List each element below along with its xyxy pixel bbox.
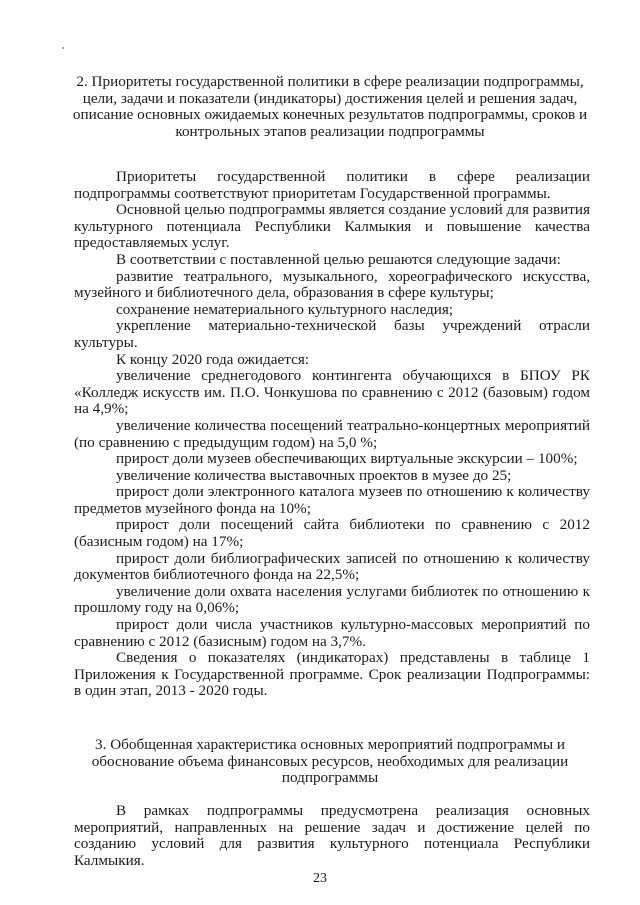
expected-result-item: прирост доли библиографических записей по отношению к количеству документов библиотечного фонда на 22,5%; [74,549,590,584]
paragraph: Сведения о показателях (индикаторах) представлены в таблице 1 Приложения к Государственной программе. Срок реализации Подпрограммы: в один этап, 2013 - 2020 годы. [74,649,590,700]
expected-result-item: прирост доли электронного каталога музеев по отношению к количеству предметов музейного фонда на 10%; [74,483,590,517]
paragraph: Основной целью подпрограммы является создание условий для развития культурного потенциала Республики Калмыкия и повышение качества предоставляемых услуг. [74,201,591,252]
expected-result-item: увеличение количества посещений театрально-концертных мероприятий (по сравнению с предыдущим годом) на 5,0 %; [74,416,590,451]
paragraph: К концу 2020 года ожидается: [116,350,310,368]
page-number: 23 [313,871,327,886]
expected-result-item: увеличение количества выставочных проектов в музее до 25; [116,466,512,484]
paragraph: В соответствии с поставленной целью решаются следующие задачи: [116,250,561,268]
section-3-heading: 3. Обобщенная характеристика основных мероприятий подпрограммы и обоснование объема финансовых ресурсов, необходимых для реализации подпрограммы [91,736,569,787]
expected-result-item: прирост доли музеев обеспечивающих виртуальные экскурсии – 100%; [116,450,578,468]
expected-result-item: прирост доли числа участников культурно-массовых мероприятий по сравнению с 2012 (базисным) годом на 3,7%. [74,616,590,650]
paragraph: Приоритеты государственной политики в сфере реализации подпрограммы соответствуют приоритетам Государственной программы. [74,168,590,202]
section-2-body [74,169,590,700]
scan-speck [62,47,64,49]
section-3-body [74,803,590,869]
task-item: укрепление материально-технической базы учреждений отрасли культуры. [74,317,590,351]
section-2-heading: 2. Приоритеты государственной политики в сфере реализации подпрограммы, цели, задачи и показатели (индикаторы) достижения целей и решения задач, описание основных ожидаемых конечных результатов подпрограммы, сроков и контрольных этапов реализации подпрограммы [72,73,588,140]
task-item: развитие театрального, музыкального, хореографического искусства, музейного и библиотечного дела, образования в сфере культуры; [74,267,590,302]
expected-result-item: увеличение доли охвата населения услугами библиотек по отношению к прошлому году на 0,06%; [74,582,590,617]
expected-result-item: прирост доли посещений сайта библиотеки по сравнению с 2012 (базисным годом) на 17%; [74,516,590,551]
expected-result-item: увеличение среднегодового контингента обучающихся в БПОУ РК «Колледж искусств им. П.О. Чонкушова по сравнению с 2012 (базовым) годом на 4,9%; [74,367,590,418]
paragraph: В рамках подпрограммы предусмотрена реализация основных мероприятий, направленных на решение задач и достижение целей по созданию условий для развития культурного потенциала Республики Калмыкия. [74,802,590,869]
task-item: сохранение нематериального культурного наследия; [116,300,454,318]
